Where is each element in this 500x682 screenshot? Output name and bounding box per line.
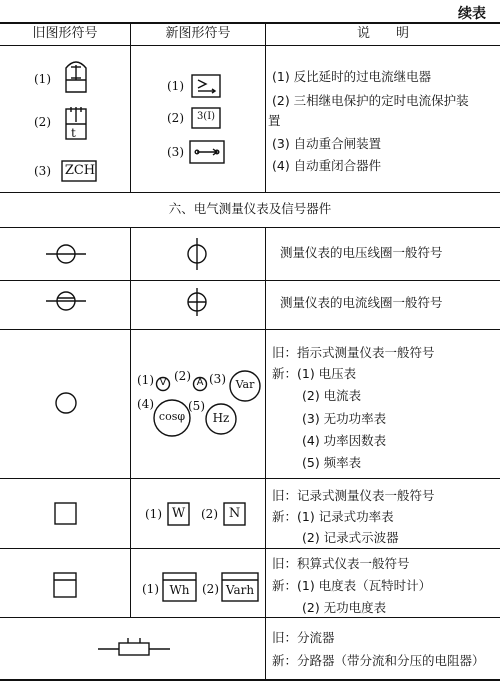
new-label-2: (2)	[167, 111, 184, 125]
old-recording-instrument-symbol	[55, 503, 76, 524]
relay-desc-line: (1) 反比延时的过电流继电器	[272, 69, 432, 84]
recording-label-2: (2)	[201, 507, 218, 521]
zch-text: ZCH	[64, 163, 96, 178]
header-description: 说 明	[356, 26, 409, 41]
recording-desc-line: 新：(1) 记录式功率表	[272, 509, 394, 524]
new-relay-inverse-time-symbol	[192, 75, 220, 97]
old-current-coil-symbol	[46, 292, 86, 310]
three-i-text: 3(I)	[196, 111, 216, 122]
section-title: 六、电气测量仪表及信号器件	[168, 201, 332, 216]
watt-hour-text: Wh	[169, 583, 190, 597]
meter-label-3: (3)	[209, 372, 226, 386]
old-indicating-instrument-symbol	[56, 393, 76, 413]
indicating-desc-line: (2) 电流表	[302, 388, 362, 403]
header-old-symbol: 旧图形符号	[32, 26, 98, 41]
meter-label-4: (4)	[137, 397, 154, 411]
old-integrating-instrument-symbol	[54, 573, 76, 597]
relay-desc-line: (4) 自动重闭合器件	[272, 158, 382, 173]
recording-desc-line: 旧：记录式测量仪表一般符号	[272, 488, 435, 503]
integrating-desc-line: (2) 无功电度表	[302, 600, 387, 615]
shunt-symbol	[98, 638, 170, 655]
old-relay-inverse-time-symbol	[66, 62, 86, 92]
old-voltage-coil-symbol	[46, 245, 86, 263]
old-relay-definite-time-symbol	[66, 107, 86, 139]
integrating-desc-line: 旧：积算式仪表一般符号	[272, 556, 410, 571]
integrating-label-1: (1)	[142, 582, 159, 596]
relay-desc-line: (3) 自动重合闸装置	[272, 136, 382, 151]
indicating-desc-line: (5) 频率表	[302, 455, 362, 470]
meter-label-2: (2)	[174, 369, 191, 383]
indicating-desc-line: 新：(1) 电压表	[272, 366, 357, 381]
shunt-desc-line: 新：分路器（带分流和分压的电阻器）	[272, 653, 485, 668]
new-voltage-coil-symbol	[188, 238, 206, 270]
header-new-symbol: 新图形符号	[165, 26, 231, 41]
integrating-label-2: (2)	[202, 582, 219, 596]
new-current-coil-symbol	[188, 288, 206, 316]
current-coil-desc: 测量仪表的电流线圈一般符号	[280, 295, 443, 310]
ammeter-text: A	[196, 377, 204, 388]
indicating-desc-line: 旧：指示式测量仪表一般符号	[272, 345, 435, 360]
recording-wattmeter-text: W	[171, 506, 186, 521]
old-label-1: (1)	[34, 72, 51, 86]
meter-label-1: (1)	[137, 373, 154, 387]
power-factor-text: cosφ	[158, 410, 186, 423]
meter-label-5: (5)	[188, 399, 205, 413]
var-meter-text: Var	[235, 378, 255, 391]
indicating-desc-line: (4) 功率因数表	[302, 433, 387, 448]
old-label-3: (3)	[34, 164, 51, 178]
relay-desc-line: 置	[268, 113, 281, 128]
voltage-coil-desc: 测量仪表的电压线圈一般符号	[280, 245, 443, 260]
recording-label-1: (1)	[145, 507, 162, 521]
var-hour-text: Varh	[225, 583, 255, 597]
continued-label: 续表	[458, 6, 486, 22]
shunt-desc-line: 旧：分流器	[272, 630, 335, 645]
relay-desc-line: (2) 三相继电保护的定时电流保护装	[272, 93, 469, 108]
integrating-desc-line: 新：(1) 电度表（瓦特时计）	[272, 578, 432, 593]
old-label-2: (2)	[34, 115, 51, 129]
frequency-text: Hz	[212, 411, 230, 425]
new-reclosing-symbol	[190, 141, 224, 163]
new-label-3: (3)	[167, 145, 184, 159]
new-label-1: (1)	[167, 79, 184, 93]
t-mark: t	[71, 126, 76, 140]
indicating-desc-line: (3) 无功功率表	[302, 411, 387, 426]
voltmeter-text: V	[159, 377, 167, 388]
recording-desc-line: (2) 记录式示波器	[302, 530, 399, 545]
recording-oscilloscope-text: N	[228, 506, 241, 521]
